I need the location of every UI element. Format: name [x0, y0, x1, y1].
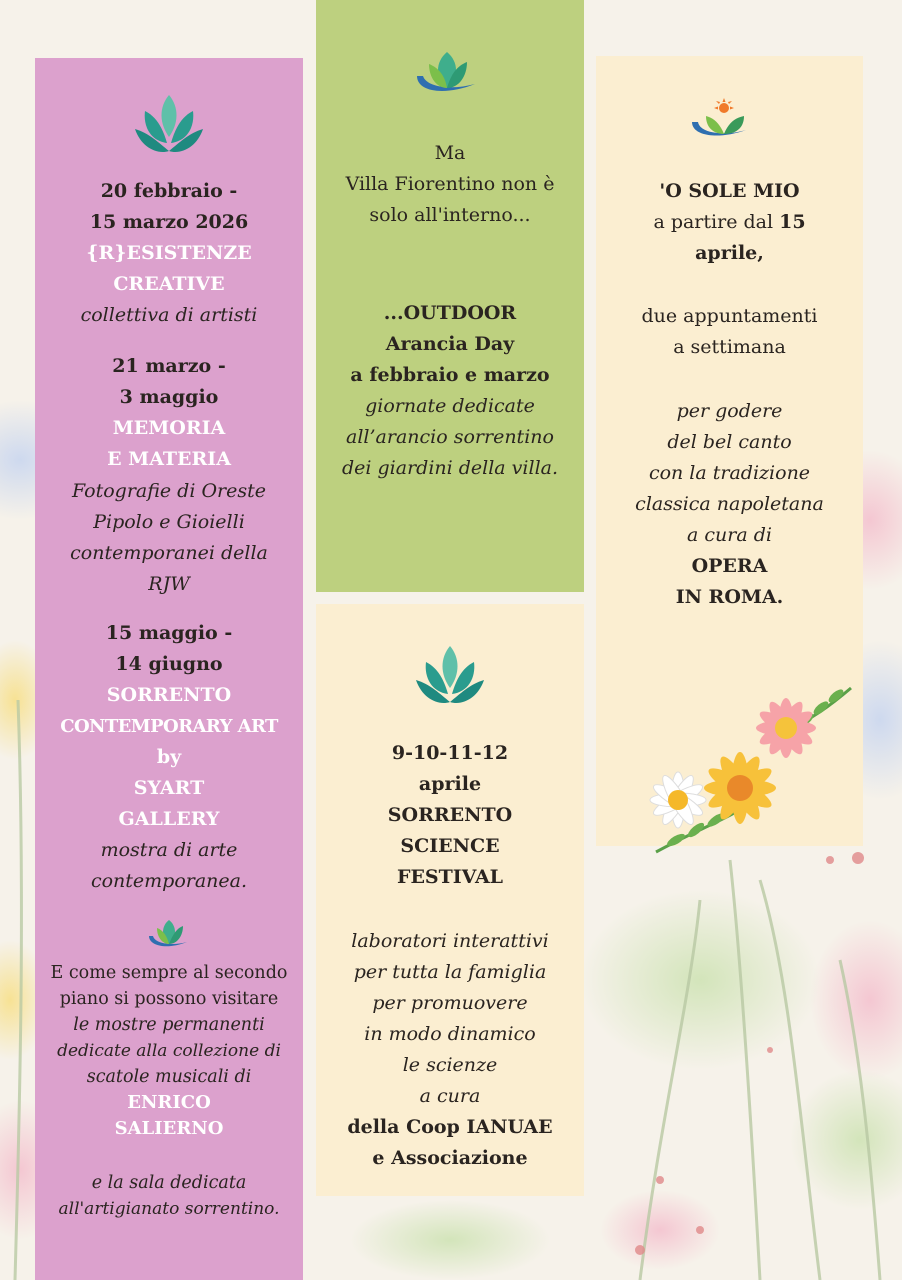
sole-mio-org-line2: IN ROMA. [675, 586, 784, 608]
permanent-text-line1: E come sempre al secondo [50, 963, 288, 983]
event2-title-line2: E MATERIA [107, 448, 231, 470]
sole-mio-desc-line3: con la tradizione [648, 462, 811, 484]
event3-desc-line1: mostra di arte [100, 839, 238, 861]
permanent-italic-line3: scatole musicali di [86, 1067, 252, 1087]
event3-date-line2: 14 giugno [115, 653, 223, 675]
science-credit-line2: e Associazione [372, 1147, 528, 1169]
science-title-line2: SCIENCE [400, 835, 500, 857]
sole-mio-org-line1: OPERA [691, 555, 768, 577]
event1-date-line2: 15 marzo 2026 [89, 211, 249, 233]
science-desc-line4: in modo dinamico [364, 1023, 536, 1045]
event2-desc-line3: contemporanei della [70, 542, 268, 564]
event3-title-line3: by [156, 746, 182, 768]
sole-mio-desc-line2: del bel canto [667, 431, 792, 453]
event3-date-line1: 15 maggio - [105, 622, 233, 644]
outdoor-title-line2: Arancia Day [385, 333, 515, 355]
permanent-name-line2: SALIERNO [114, 1118, 224, 1139]
event1-title-line2: CREATIVE [113, 273, 225, 295]
lotus-icon [135, 93, 203, 158]
science-credit-line1: della Coop IANUAE [347, 1116, 553, 1138]
sole-mio-start [596, 207, 863, 238]
panel-outdoor [316, 0, 584, 592]
outdoor-title-line1: ...OUTDOOR [383, 302, 517, 324]
event2-date-line1: 21 marzo - [112, 355, 226, 377]
sole-mio-start-day: 15 [779, 211, 806, 233]
science-date-line2: aprile [418, 773, 482, 795]
sun-leaf-icon [690, 98, 752, 140]
science-desc-line1: laboratori interattivi [351, 930, 549, 952]
science-title-line3: FESTIVAL [396, 866, 504, 888]
science-desc-line2: per tutta la famiglia [353, 961, 547, 983]
event3-desc-line2: contemporanea. [90, 870, 248, 892]
permanent-end-line2: all'artigianato sorrentino. [58, 1199, 280, 1219]
panel-science-festival [316, 604, 584, 1196]
sole-mio-desc-line5: a cura di [687, 524, 772, 546]
event3-title-line4: SYART [133, 777, 205, 799]
event3-title-line1: SORRENTO [106, 684, 232, 706]
outdoor-title-line3: a febbraio e marzo [350, 364, 550, 386]
science-desc-line5: le scienze [402, 1054, 498, 1076]
intro-line3: solo all'interno... [369, 204, 531, 226]
leaf-swoosh-icon [147, 916, 193, 950]
science-date-line1: 9-10-11-12 [391, 742, 509, 764]
outdoor-desc-line3: dei giardini della villa. [341, 457, 559, 479]
sole-mio-desc-line4: classica napoletana [635, 493, 824, 515]
permanent-italic-line1: le mostre permanenti [73, 1015, 265, 1035]
event1-desc: collettiva di artisti [80, 304, 258, 326]
event2-desc-line2: Pipolo e Gioielli [93, 511, 245, 533]
sole-mio-freq-line1: due appuntamenti [641, 305, 818, 327]
outdoor-desc-line1: giornate dedicate [365, 395, 535, 417]
sole-mio-freq-line2: a settimana [673, 336, 786, 358]
event1-title-line1: {R}ESISTENZE [86, 242, 252, 264]
event1-date-line1: 20 febbraio - [100, 180, 238, 202]
science-desc-line3: per promuovere [372, 992, 528, 1014]
science-desc-line6: a cura [419, 1085, 481, 1107]
permanent-text-line2: piano si possono visitare [59, 989, 279, 1009]
panel-exhibitions [35, 58, 303, 1280]
sole-mio-start-pre: a partire dal [653, 211, 774, 233]
sole-mio-title: 'O SOLE MIO [659, 180, 800, 202]
event2-date-line2: 3 maggio [119, 386, 219, 408]
event3-title-line5: GALLERY [118, 808, 220, 830]
outdoor-desc-line2: all’arancio sorrentino [346, 426, 554, 448]
flower-bouquet-icon [636, 680, 858, 862]
permanent-end-line1: e la sala dedicata [91, 1173, 247, 1193]
event2-desc-line1: Fotografie di Oreste [72, 480, 266, 502]
leaf-swoosh-icon [415, 48, 481, 96]
event2-title-line1: MEMORIA [112, 417, 226, 439]
event2-desc-line4: RJW [148, 573, 190, 595]
permanent-italic-line2: dedicate alla collezione di [57, 1041, 281, 1061]
sole-mio-start-month: aprile, [695, 242, 764, 264]
science-title-line1: SORRENTO [387, 804, 513, 826]
event3-title-line2: CONTEMPORARY ART [60, 716, 278, 737]
intro-line1: Ma [434, 142, 466, 164]
sole-mio-desc-line1: per godere [676, 400, 783, 422]
intro-line2: Villa Fiorentino non è [345, 173, 555, 195]
permanent-name-line1: ENRICO [127, 1092, 211, 1113]
lotus-icon [416, 644, 484, 709]
